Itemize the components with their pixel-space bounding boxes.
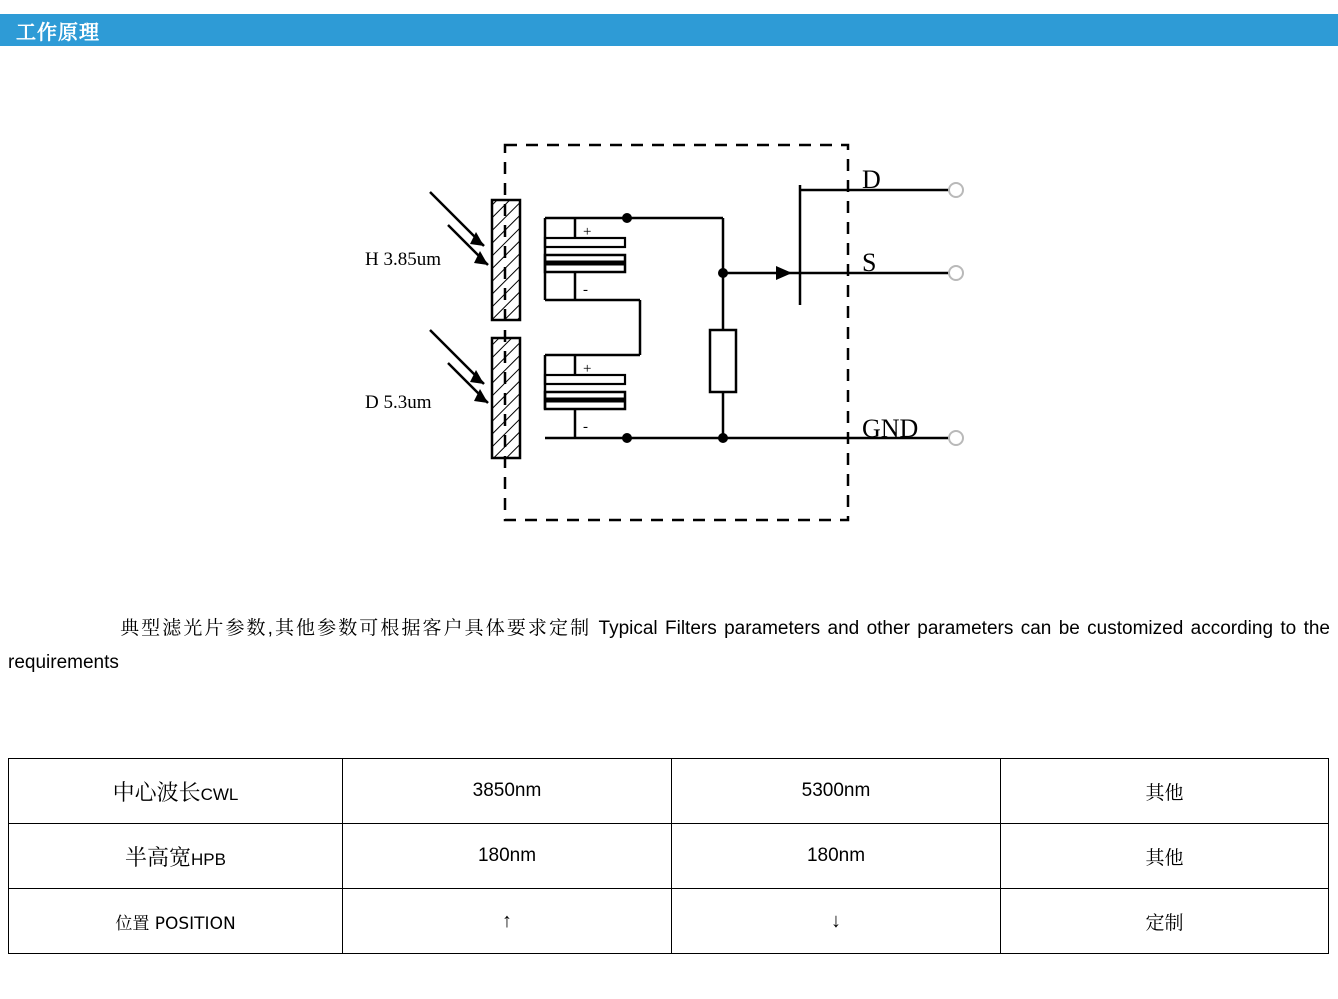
section-header — [0, 14, 1338, 46]
incident-light-arrows-bottom — [430, 330, 488, 403]
cell-hpb-a: 180nm — [343, 824, 672, 889]
detector-top-plus-label: + — [583, 224, 592, 240]
cell-cwl-a: 3850nm — [343, 759, 672, 824]
row-label-cwl — [9, 759, 343, 824]
parameters-table — [8, 758, 1329, 954]
package-boundary — [505, 145, 848, 520]
table-row — [9, 889, 1329, 954]
pin-s-label: S — [862, 248, 877, 277]
schematic-svg — [0, 60, 1338, 580]
filter-h-label: H 3.85um — [365, 249, 441, 270]
cell-hpb-b: 180nm — [672, 824, 1001, 889]
cell-cwl-b: 5300nm — [672, 759, 1001, 824]
filter-d-element — [492, 338, 520, 458]
detector-bottom-minus-label: - — [583, 419, 588, 435]
paragraph-text: 典型滤光片参数,其他参数可根据客户具体要求定制 Typical Filters parameters and other parameters can be customized according to the requirements — [8, 618, 1330, 673]
detector-top-minus-label: - — [583, 282, 588, 298]
description-paragraph — [8, 612, 1330, 680]
pin-d-label: D — [862, 165, 881, 194]
filter-d-label: D 5.3um — [365, 392, 432, 413]
row-label-hpb-en: HPB — [191, 849, 226, 869]
filter-h-element — [492, 200, 520, 320]
cell-position-a: ↑ — [343, 889, 672, 954]
cell-cwl-c: 其他 — [1001, 759, 1329, 824]
schematic-figure — [0, 60, 1338, 580]
junction-dots — [622, 213, 728, 443]
row-label-hpb-cn: 半高宽 — [125, 845, 192, 871]
cell-hpb-c: 其他 — [1001, 824, 1329, 889]
source-arrow — [776, 266, 792, 280]
cell-position-c: 定制 — [1001, 889, 1329, 954]
table-row — [9, 824, 1329, 889]
cell-position-b: ↓ — [672, 889, 1001, 954]
terminal-pads — [949, 183, 963, 445]
pin-gnd-label: GND — [862, 414, 919, 443]
detector-bottom-plus-label: + — [583, 361, 592, 377]
row-label-cwl-cn: 中心波长 — [112, 780, 201, 806]
row-label-position: 位置 POSITION — [9, 889, 343, 954]
table-row — [9, 759, 1329, 824]
page-title: 工作原理 — [16, 19, 100, 44]
row-label-hpb — [9, 824, 343, 889]
row-label-cwl-en: CWL — [200, 784, 239, 804]
